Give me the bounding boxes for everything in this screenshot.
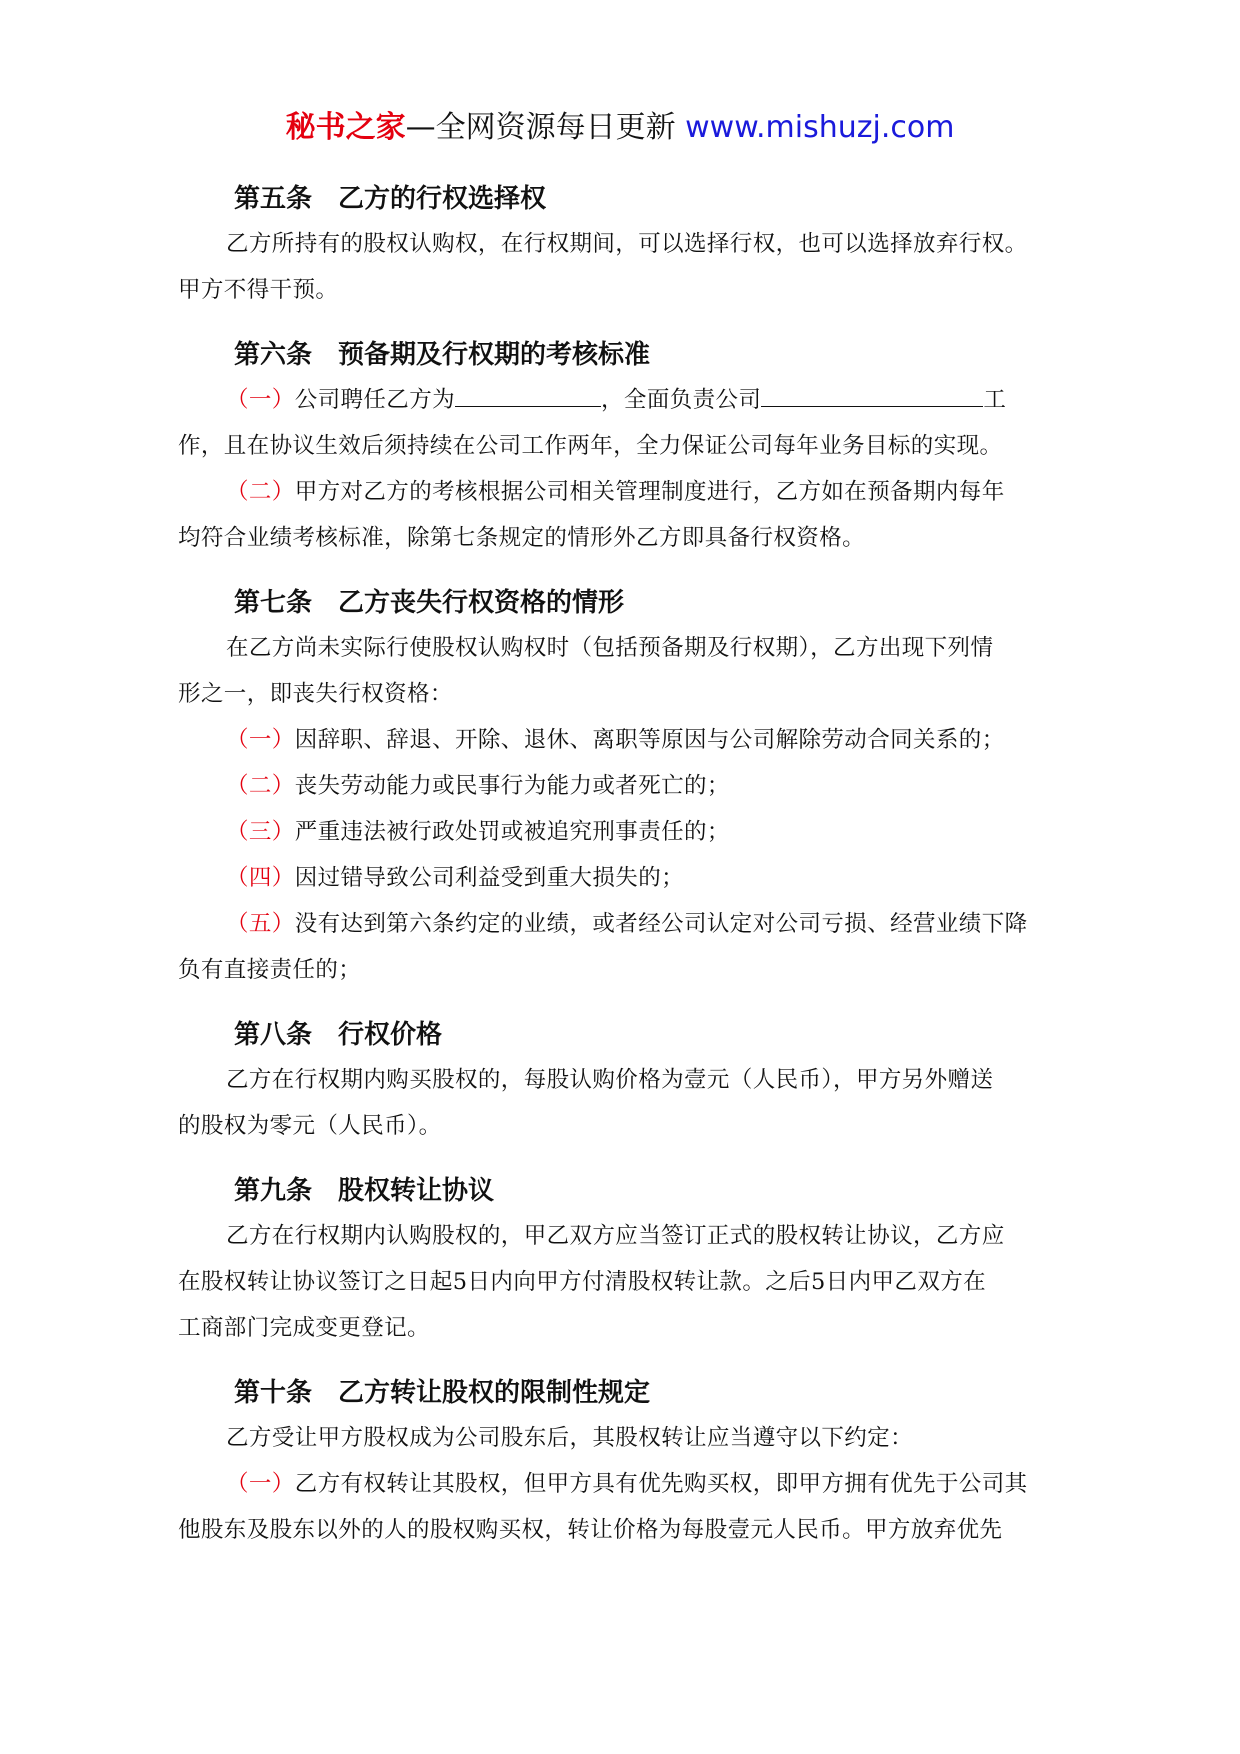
paragraph-line: 的股权为零元（人民币）。	[178, 1113, 442, 1139]
paragraph-line: 工商部门完成变更登记。	[178, 1315, 430, 1341]
paragraph-line: 他股东及股东以外的人的股权购买权，转让价格为每股壹元人民币。甲方放弃优先	[178, 1517, 1003, 1543]
article-title: 乙方的行权选择权	[338, 184, 547, 214]
article-8-heading	[234, 1014, 442, 1051]
article-title: 乙方转让股权的限制性规定	[338, 1378, 651, 1408]
article-number: 第五条	[234, 184, 313, 214]
list-item	[226, 906, 1028, 938]
paragraph-line: 在乙方尚未实际行使股权认购权时（包括预备期及行权期），乙方出现下列情	[226, 635, 994, 661]
item-number: （二）	[226, 479, 295, 505]
list-item	[226, 860, 684, 892]
item-text: 因过错导致公司利益受到重大损失的；	[294, 865, 685, 891]
page-header	[0, 102, 1240, 146]
item-text: 严重违法被行政处罚或被追究刑事责任的；	[294, 819, 730, 845]
article-title: 预备期及行权期的考核标准	[338, 340, 651, 370]
paragraph-line: 负有直接责任的；	[178, 957, 362, 983]
article-number: 第十条	[234, 1378, 313, 1408]
item-number: （二）	[226, 773, 295, 799]
list-item	[226, 1466, 1028, 1498]
article-title: 股权转让协议	[338, 1176, 495, 1206]
item-text: 没有达到第六条约定的业绩，或者经公司认定对公司亏损、经营业绩下降	[294, 911, 1028, 937]
article-number: 第六条	[234, 340, 313, 370]
list-item	[226, 814, 730, 846]
item-text: ，全面负责公司	[601, 387, 762, 413]
paragraph-line: 乙方在行权期内购买股权的，每股认购价格为壹元（人民币），甲方另外赠送	[226, 1067, 994, 1093]
list-item	[226, 722, 1005, 754]
website-link[interactable]: www.mishuzj.com	[685, 110, 955, 145]
item-text: 工	[983, 387, 1007, 413]
item-number: （三）	[226, 819, 295, 845]
paragraph-line: 乙方受让甲方股权成为公司股东后，其股权转让应当遵守以下约定：	[226, 1425, 914, 1451]
item-number: （一）	[226, 727, 295, 753]
item-text: 乙方有权转让其股权，但甲方具有优先购买权，即甲方拥有优先于公司其	[294, 1471, 1028, 1497]
list-item	[226, 382, 1006, 414]
item-text: 甲方对乙方的考核根据公司相关管理制度进行，乙方如在预备期内每年	[294, 479, 1005, 505]
article-10-heading	[234, 1372, 650, 1409]
paragraph-line: 乙方在行权期内认购股权的，甲乙双方应当签订正式的股权转让协议，乙方应	[226, 1223, 1005, 1249]
paragraph-line: 形之一，即丧失行权资格：	[178, 681, 453, 707]
paragraph-line: 甲方不得干预。	[178, 277, 339, 303]
article-number: 第八条	[234, 1020, 313, 1050]
brand-name: 秘书之家	[285, 110, 406, 145]
item-text: 公司聘任乙方为	[294, 387, 456, 413]
item-number: （一）	[226, 1471, 295, 1497]
paragraph-line: 作，且在协议生效后须持续在公司工作两年，全力保证公司每年业务目标的实现。	[178, 433, 1003, 459]
item-number: （一）	[226, 387, 295, 413]
article-title: 行权价格	[338, 1020, 443, 1050]
item-text: 因辞职、辞退、开除、退休、离职等原因与公司解除劳动合同关系的；	[294, 727, 1005, 753]
article-title: 乙方丧失行权资格的情形	[338, 588, 625, 618]
paragraph-line: 均符合业绩考核标准，除第七条规定的情形外乙方即具备行权资格。	[178, 525, 866, 551]
header-tagline: —全网资源每日更新	[405, 110, 676, 145]
article-number: 第七条	[234, 588, 313, 618]
article-6-heading	[234, 334, 650, 371]
paragraph-line: 在股权转让协议签订之日起5日内向甲方付清股权转让款。之后5日内甲乙双方在	[178, 1269, 987, 1295]
fill-in-blank[interactable]	[455, 384, 601, 407]
article-number: 第九条	[234, 1176, 313, 1206]
article-9-heading	[234, 1170, 494, 1207]
fill-in-blank[interactable]	[761, 384, 983, 407]
article-5-heading	[234, 178, 546, 215]
item-text: 丧失劳动能力或民事行为能力或者死亡的；	[294, 773, 730, 799]
item-number: （五）	[226, 911, 295, 937]
item-number: （四）	[226, 865, 295, 891]
article-7-heading	[234, 582, 624, 619]
list-item	[226, 768, 730, 800]
paragraph-line: 乙方所持有的股权认购权，在行权期间，可以选择行权，也可以选择放弃行权。	[226, 231, 1028, 257]
list-item	[226, 474, 1005, 506]
